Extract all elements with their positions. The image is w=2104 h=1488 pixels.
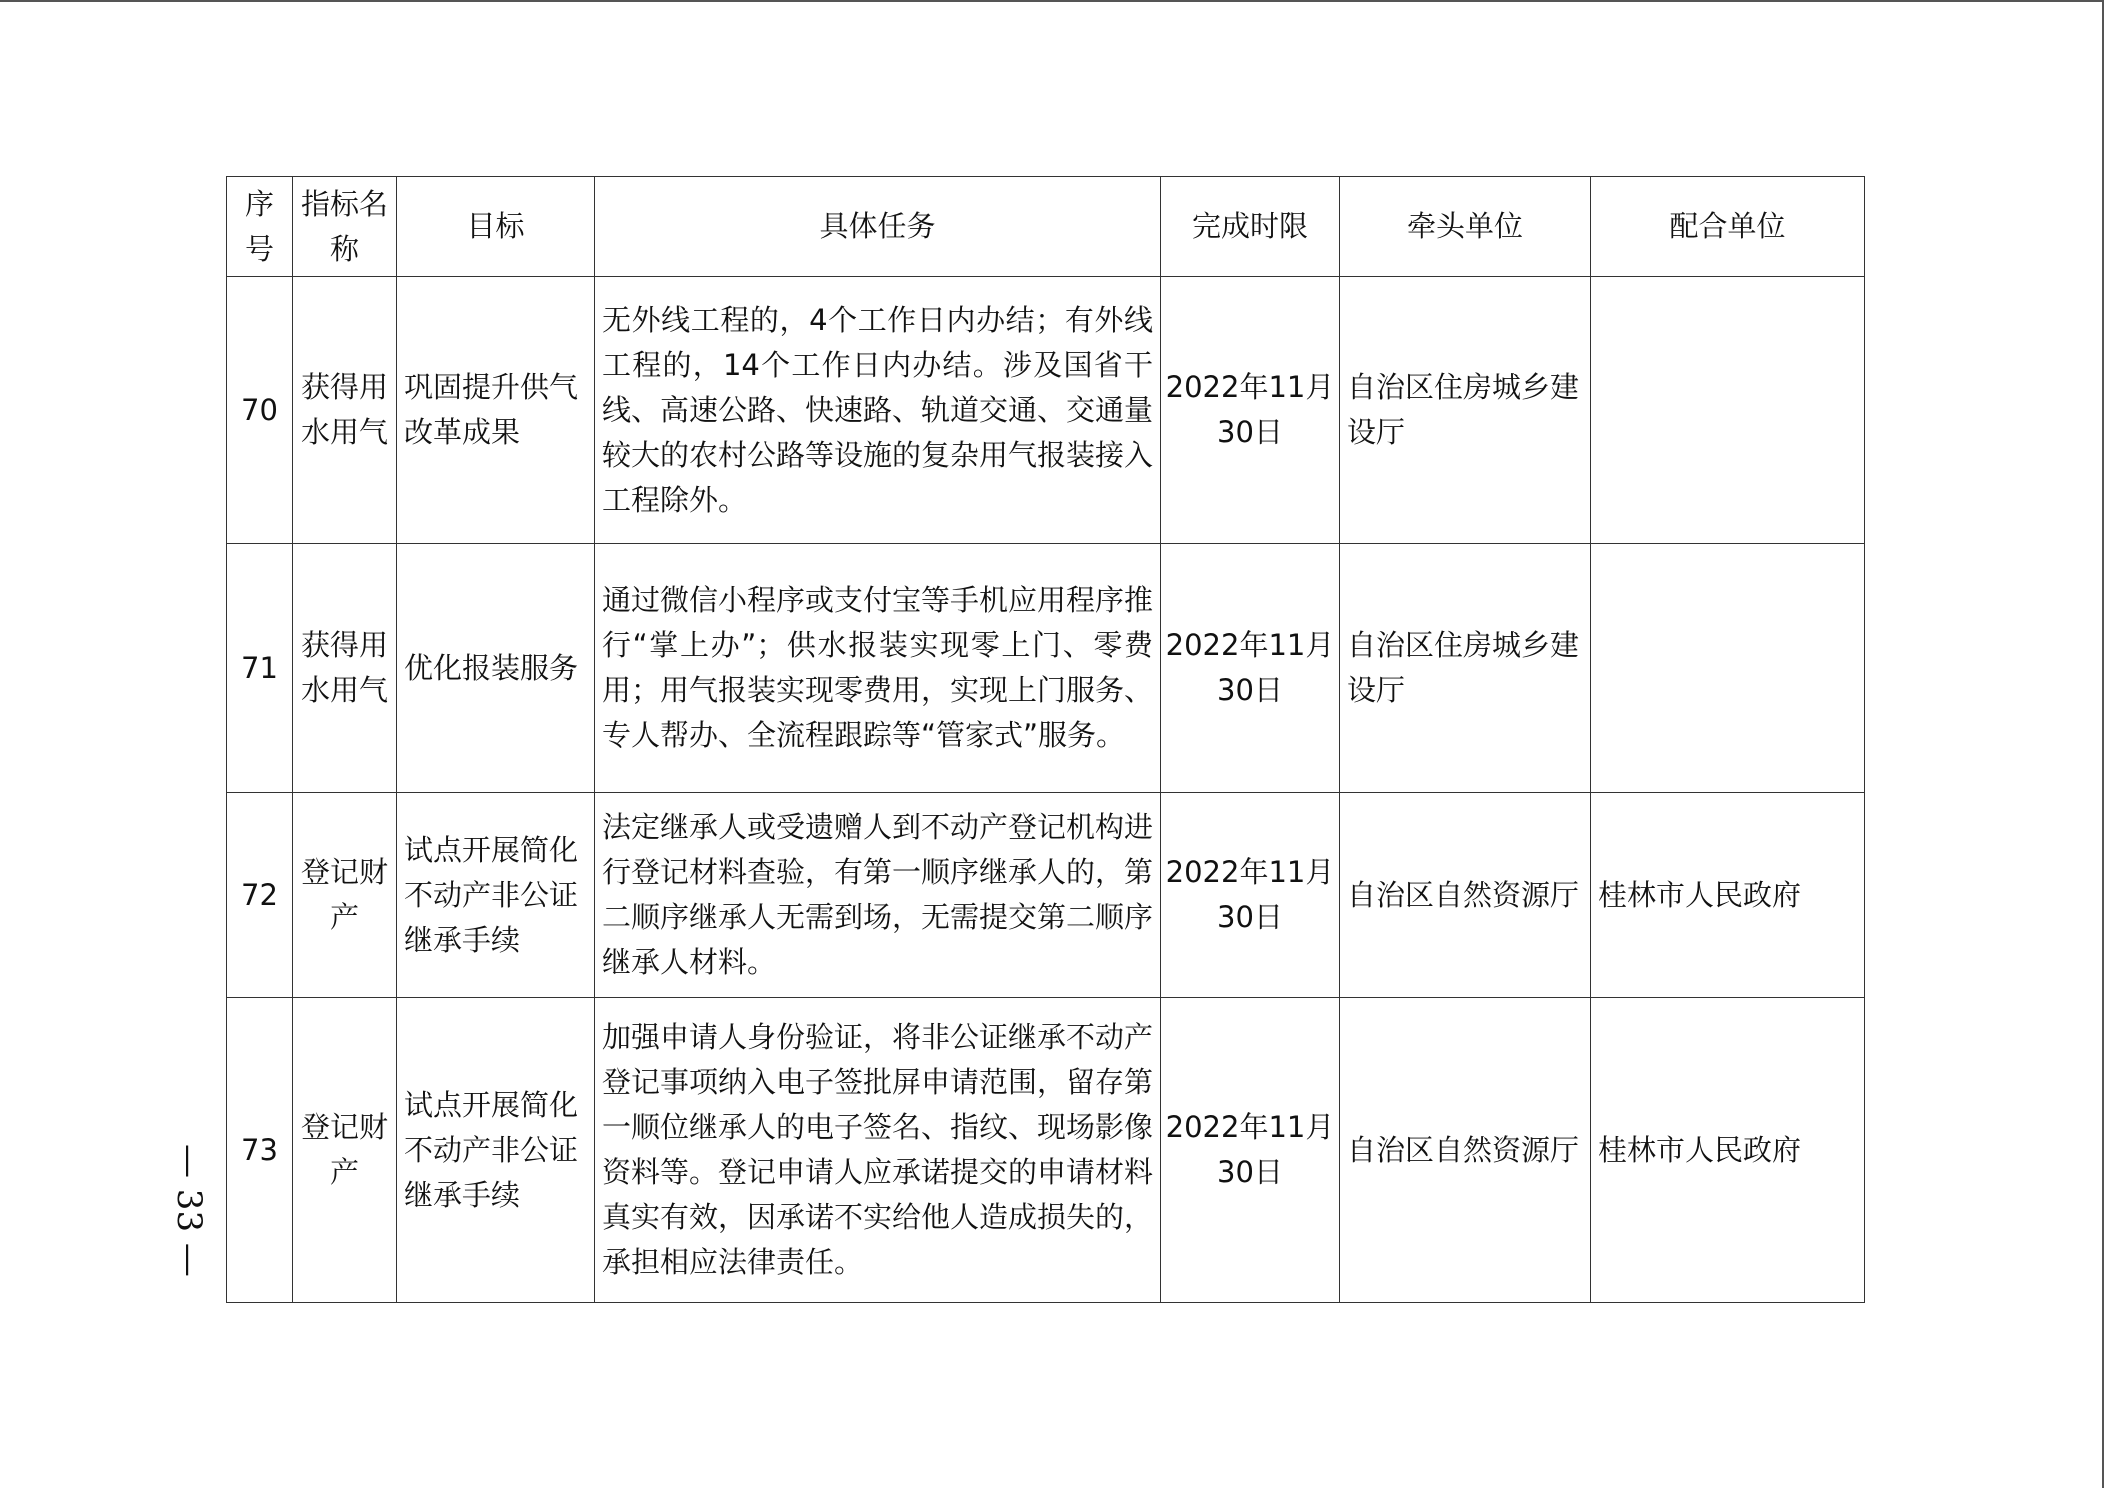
header-goal: 目标 — [397, 177, 595, 277]
table-row — [227, 544, 1865, 793]
row-indicator: 登记财产 — [293, 793, 397, 998]
row-support — [1591, 277, 1865, 544]
row-task: 无外线工程的，4个工作日内办结；有外线工程的，14个工作日内办结。涉及国省干线、高速公路、快速路、轨道交通、交通量较大的农村公路等设施的复杂用气报装接入工程除外。 — [595, 277, 1161, 544]
header-support: 配合单位 — [1591, 177, 1865, 277]
header-indicator: 指标名称 — [293, 177, 397, 277]
row-deadline: 2022年11月30日 — [1161, 998, 1340, 1303]
row-lead: 自治区住房城乡建设厅 — [1340, 277, 1591, 544]
row-goal: 优化报装服务 — [397, 544, 595, 793]
row-lead: 自治区自然资源厅 — [1340, 998, 1591, 1303]
table-row — [227, 793, 1865, 998]
header-row — [227, 177, 1865, 277]
row-task: 加强申请人身份验证，将非公证继承不动产登记事项纳入电子签批屏申请范围，留存第一顺位继承人的电子签名、指纹、现场影像资料等。登记申请人应承诺提交的申请材料真实有效，因承诺不实给他人造成损失的，承担相应法律责任。 — [595, 998, 1161, 1303]
row-indicator: 登记财产 — [293, 998, 397, 1303]
row-indicator: 获得用水用气 — [293, 544, 397, 793]
header-task: 具体任务 — [595, 177, 1161, 277]
row-deadline: 2022年11月30日 — [1161, 793, 1340, 998]
row-seq: 72 — [227, 793, 293, 998]
row-lead: 自治区自然资源厅 — [1340, 793, 1591, 998]
table-row — [227, 998, 1865, 1303]
task-table — [226, 176, 1865, 1303]
row-goal: 试点开展简化不动产非公证继承手续 — [397, 793, 595, 998]
row-seq: 73 — [227, 998, 293, 1303]
header-seq: 序号 — [227, 177, 293, 277]
row-support: 桂林市人民政府 — [1591, 793, 1865, 998]
header-deadline: 完成时限 — [1161, 177, 1340, 277]
row-goal: 巩固提升供气改革成果 — [397, 277, 595, 544]
table-row — [227, 277, 1865, 544]
header-lead: 牵头单位 — [1340, 177, 1591, 277]
row-seq: 70 — [227, 277, 293, 544]
row-indicator: 获得用水用气 — [293, 277, 397, 544]
page-number: — 33 — — [169, 1143, 209, 1277]
row-deadline: 2022年11月30日 — [1161, 544, 1340, 793]
row-goal: 试点开展简化不动产非公证继承手续 — [397, 998, 595, 1303]
row-deadline: 2022年11月30日 — [1161, 277, 1340, 544]
row-task: 法定继承人或受遗赠人到不动产登记机构进行登记材料查验，有第一顺序继承人的，第二顺序继承人无需到场，无需提交第二顺序继承人材料。 — [595, 793, 1161, 998]
row-seq: 71 — [227, 544, 293, 793]
row-support: 桂林市人民政府 — [1591, 998, 1865, 1303]
row-support — [1591, 544, 1865, 793]
row-task: 通过微信小程序或支付宝等手机应用程序推行“掌上办”；供水报装实现零上门、零费用；用气报装实现零费用，实现上门服务、专人帮办、全流程跟踪等“管家式”服务。 — [595, 544, 1161, 793]
row-lead: 自治区住房城乡建设厅 — [1340, 544, 1591, 793]
